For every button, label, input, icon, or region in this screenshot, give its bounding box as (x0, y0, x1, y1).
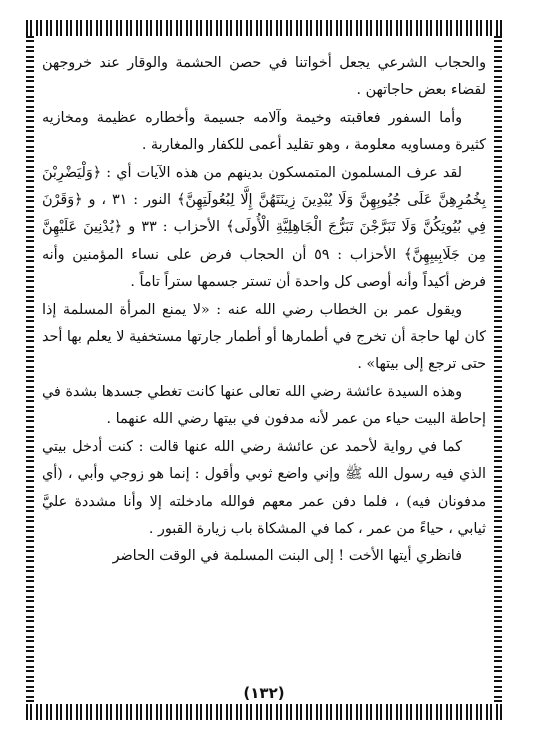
paragraph-6: كما في رواية لأحمد عن عائشة رضي الله عنها قالت : كنت أدخل بيتي الذي فيه رسول الله ﷺ وإني واضع ثوبي وأقول : إنما هو زوجي وأبي ، (أي مدفونان فيه) ، فلما دفن عمر معهم فوالله مادخلته إلا وأنا مشددة عليَّ ثيابي ، حياءً من عمر ، كما في المشكاة باب زيارة القبور . (42, 438, 486, 537)
paragraph-7: فانظري أيتها الأخت ! إلى البنت المسلمة في الوقت الحاضر (112, 548, 462, 565)
decorative-border-right (494, 36, 502, 704)
page-frame (26, 20, 502, 720)
decorative-border-left (26, 36, 34, 704)
decorative-border-bottom (26, 704, 502, 720)
paragraph-1: والحجاب الشرعي يجعل أخواتنا في حصن الحشمة والوقار عند خروجهن لقضاء بعض حاجاتهن . (42, 55, 486, 99)
paragraph-4: ويقول عمر بن الخطاب رضي الله عنه : «لا يمنع المرأة المسلمة إذا كان لها حاجة أن تخرج في أطمارها أو أطمار جارتها مستخفية لا يعلم بها أحد حتى ترجع إلى بيتها» . (42, 301, 486, 373)
paragraph-5: وهذه السيدة عائشة رضي الله تعالى عنها كانت تغطي جسدها بشدة في إحاطة البيت حياء من عمر لأنه مدفون في بيتها رضي الله عنهما . (42, 383, 486, 428)
paragraph-2: وأما السفور فعاقبته وخيمة وآلامه جسيمة وأخطاره عظيمة ومخازيه كثيرة ومساويه معلومة ، وهو تقليد أعمى للكفار والمغاربة . (42, 109, 486, 154)
page-number: (١٣٢) (243, 684, 285, 702)
decorative-border-top (26, 20, 502, 36)
page-body (42, 50, 486, 680)
paragraph-3: لقد عرف المسلمون المتمسكون بدينهم من هذه الآيات أي : ﴿وَلْيَضْرِبْنَ بِخُمُرِهِنَّ عَلَى جُيُوبِهِنَّ وَلَا يُبْدِينَ زِينَتَهُنَّ إِلَّا لِبُعُولَتِهِنَّ﴾ النور : ٣١ ، و ﴿وَقَرْنَ فِي بُيُوتِكُنَّ وَلَا تَبَرَّجْنَ تَبَرُّجَ الْجَاهِلِيَّةِ الْأُولَى﴾ الأحزاب : ٣٣ و ﴿يُدْنِينَ عَلَيْهِنَّ مِن جَلَابِيبِهِنَّ﴾ الأحزاب : ٥٩ أن الحجاب فرض على نساء المؤمنين وأنه فرض أكيداً وأنه أوصى كل واحدة أن تستر جسمها ستراً تاماً . (42, 164, 487, 291)
